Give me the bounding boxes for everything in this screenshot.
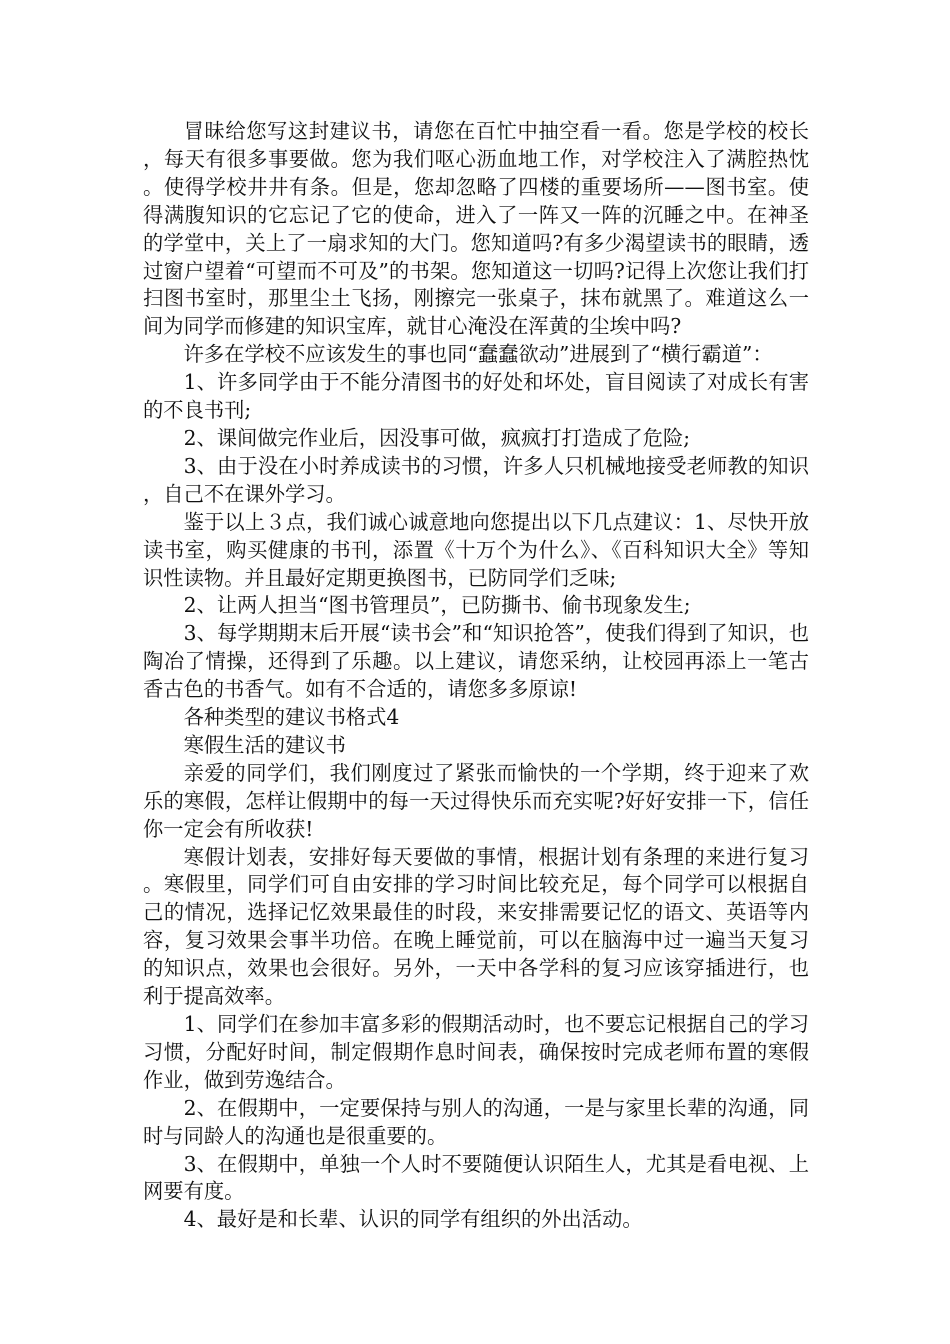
paragraph-tip-1: 1、同学们在参加丰富多彩的假期活动时，也不要忘记根据自己的学习习惯，分配好时间，制定假期作息时间表，确保按时完成老师布置的寒假作业，做到劳逸结合。 bbox=[143, 1012, 809, 1092]
paragraph-greeting: 亲爱的同学们，我们刚度过了紧张而愉快的一个学期，终于迎来了欢乐的寒假，怎样让假期中的每一天过得快乐而充实呢?好好安排一下，信任你一定会有所收获! bbox=[143, 760, 809, 841]
document-page bbox=[143, 118, 809, 1234]
paragraph-problem-3: 3、由于没在小时养成读书的习惯，许多人只机械地接受老师教的知识，自己不在课外学习。 bbox=[143, 453, 809, 506]
paragraph-tip-2: 2、在假期中，一定要保持与别人的沟通，一是与家里长辈的沟通，同时与同龄人的沟通也是很重要的。 bbox=[143, 1095, 809, 1148]
paragraph-tip-4: 4、最好是和长辈、认识的同学有组织的外出活动。 bbox=[183, 1207, 643, 1232]
letter-title: 寒假生活的建议书 bbox=[183, 732, 346, 757]
section-heading: 各种类型的建议书格式4 bbox=[183, 705, 400, 730]
paragraph-plan: 寒假计划表，安排好每天要做的事情，根据计划有条理的来进行复习。寒假里，同学们可自由安排的学习时间比较充足，每个同学可以根据自己的情况，选择记忆效果最佳的时段，来安排需要记忆的语文、英语等内容，复习效果会事半功倍。在晚上睡觉前，可以在脑海中过一遍当天复习的知识点，效果也会很好。另外，一天中各学科的复习应该穿插进行，也利于提高效率。 bbox=[143, 844, 809, 1009]
paragraph-suggestion-2: 2、让两人担当“图书管理员”，已防撕书、偷书现象发生; bbox=[183, 593, 691, 618]
paragraph-problem-2: 2、课间做完作业后，因没事可做，疯疯打打造成了危险; bbox=[183, 425, 691, 450]
paragraph-suggestion-3: 3、每学期期末后开展“读书会”和“知识抢答”，使我们得到了知识，也陶冶了情操，还得到了乐趣。以上建议，请您采纳，让校园再添上一笔古香古色的书香气。如有不合适的，请您多多原谅! bbox=[143, 621, 809, 702]
paragraph-problem-1: 1、许多同学由于不能分清图书的好处和坏处，盲目阅读了对成长有害的不良书刊; bbox=[143, 370, 809, 423]
paragraph-suggestion-1: 鉴于以上３点，我们诚心诚意地向您提出以下几点建议：1、尽快开放读书室，购买健康的书刊，添置《十万个为什么》、《百科知识大全》等知识性读物。并且最好定期更换图书，已防同学们乏味; bbox=[143, 509, 809, 590]
paragraph-problems-intro: 许多在学校不应该发生的事也同“蠢蠢欲动”进展到了“横行霸道”： bbox=[183, 342, 773, 367]
paragraph-tip-3: 3、在假期中，单独一个人时不要随便认识陌生人，尤其是看电视、上网要有度。 bbox=[143, 1151, 809, 1204]
paragraph-letter-intro: 冒昧给您写这封建议书，请您在百忙中抽空看一看。您是学校的校长，每天有很多事要做。您为我们呕心沥血地工作，对学校注入了满腔热忱。使得学校井井有条。但是，您却忽略了四楼的重要场所——图书室。使得满腹知识的它忘记了它的使命，进入了一阵又一阵的沉睡之中。在神圣的学堂中，关上了一扇求知的大门。您知道吗?有多少渴望读书的眼睛，透过窗户望着“可望而不可及”的书架。您知道这一切吗?记得上次您让我们打扫图书室时，那里尘土飞扬，刚擦完一张桌子，抹布就黑了。难道这么一间为同学而修建的知识宝库，就甘心淹没在浑黄的尘埃中吗? bbox=[143, 119, 809, 339]
